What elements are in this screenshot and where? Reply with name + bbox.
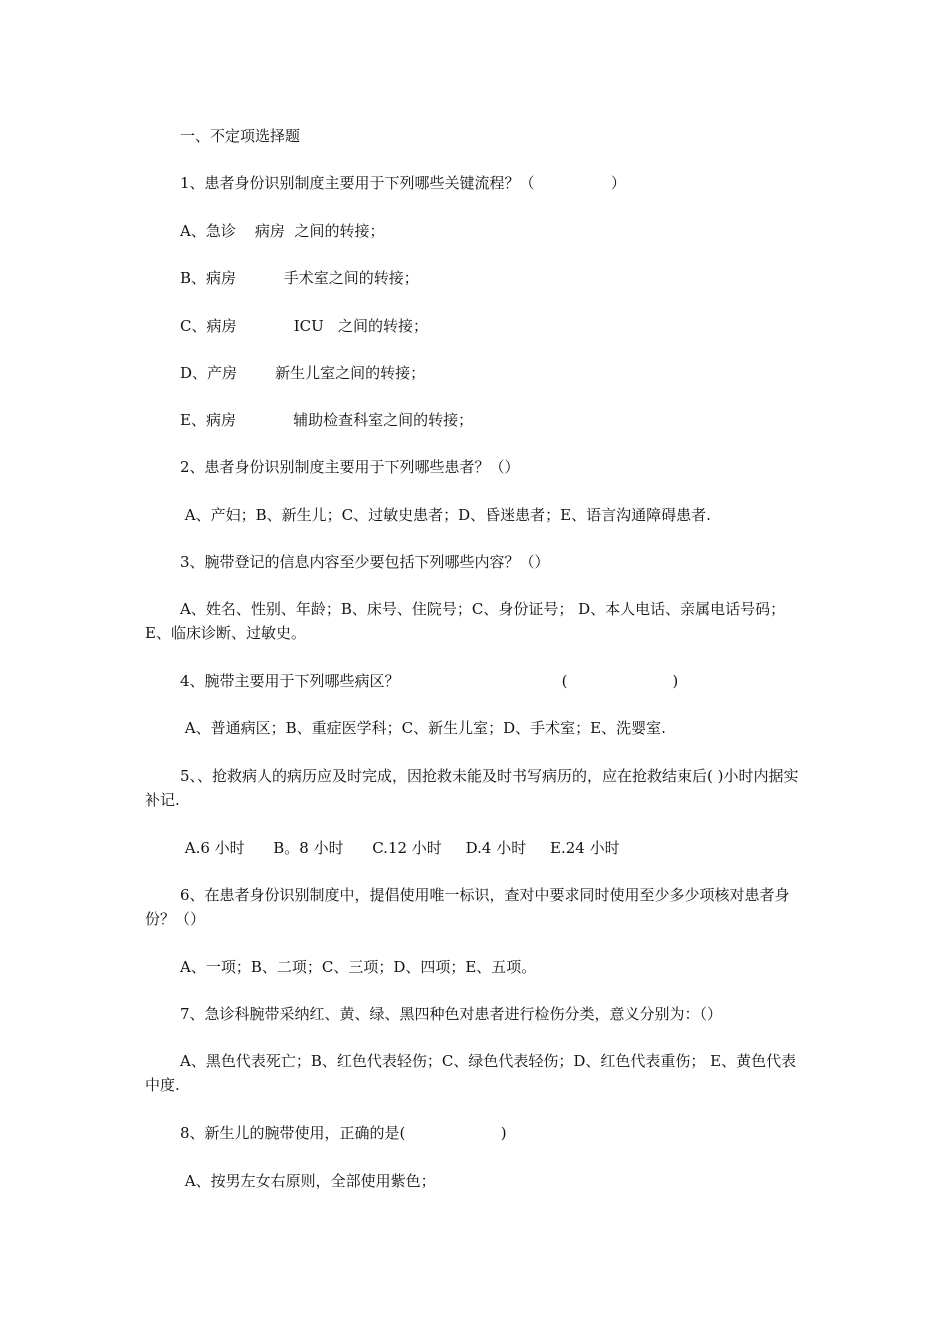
question-1: 1、患者身份识别制度主要用于下列哪些关键流程？（ ）	[180, 174, 626, 192]
question-4: 4、腕带主要用于下列哪些病区？ ( )	[180, 672, 679, 690]
question-3-options: A、姓名、性别、年龄；B、床号、住院号；C、身份证号； D、本人电话、亲属电话号码；E、临床诊断、过敏史。	[145, 600, 786, 642]
question-8: 8、新生儿的腕带使用，正确的是( )	[180, 1124, 507, 1142]
question-2: 2、患者身份识别制度主要用于下列哪些患者？（）	[180, 458, 520, 476]
question-1-option-e: E、病房 辅助检查科室之间的转接；	[180, 411, 474, 429]
question-1-option-a: A、急诊 病房 之间的转接；	[180, 222, 385, 240]
question-8-option-a: A、按男左女右原则，全部使用紫色；	[180, 1172, 436, 1190]
question-1-option-d: D、产房 新生儿室之间的转接；	[180, 364, 426, 382]
question-2-options: A、产妇；B、新生儿；C、过敏史患者；D、昏迷患者；E、语言沟通障碍患者.	[180, 506, 711, 524]
question-5-options: A.6 小时 B。8 小时 C.12 小时 D.4 小时 E.24 小时	[180, 839, 620, 857]
question-7-options: A、黑色代表死亡；B、红色代表轻伤；C、绿色代表轻伤；D、红色代表重伤； E、黄色代表中度.	[145, 1052, 797, 1094]
question-6-options: A、一项；B、二项；C、三项；D、四项；E、五项。	[180, 958, 537, 976]
question-1-option-c: C、病房 ICU 之间的转接；	[180, 317, 429, 335]
question-5: 5、、抢救病人的病历应及时完成，因抢救未能及时书写病历的，应在抢救结束后( )小时内据实补记.	[145, 767, 799, 809]
section-heading: 一、不定项选择题	[180, 127, 301, 145]
question-1-option-b: B、病房 手术室之间的转接；	[180, 269, 419, 287]
question-4-options: A、普通病区；B、重症医学科；C、新生儿室；D、手术室；E、洗婴室.	[180, 719, 666, 737]
question-6: 6、在患者身份识别制度中，提倡使用唯一标识，查对中要求同时使用至少多少项核对患者身份？（）	[145, 886, 790, 928]
question-7: 7、急诊科腕带采纳红、黄、绿、黑四种色对患者进行检伤分类，意义分别为：（）	[180, 1005, 723, 1023]
question-3: 3、腕带登记的信息内容至少要包括下列哪些内容？（）	[180, 553, 550, 571]
